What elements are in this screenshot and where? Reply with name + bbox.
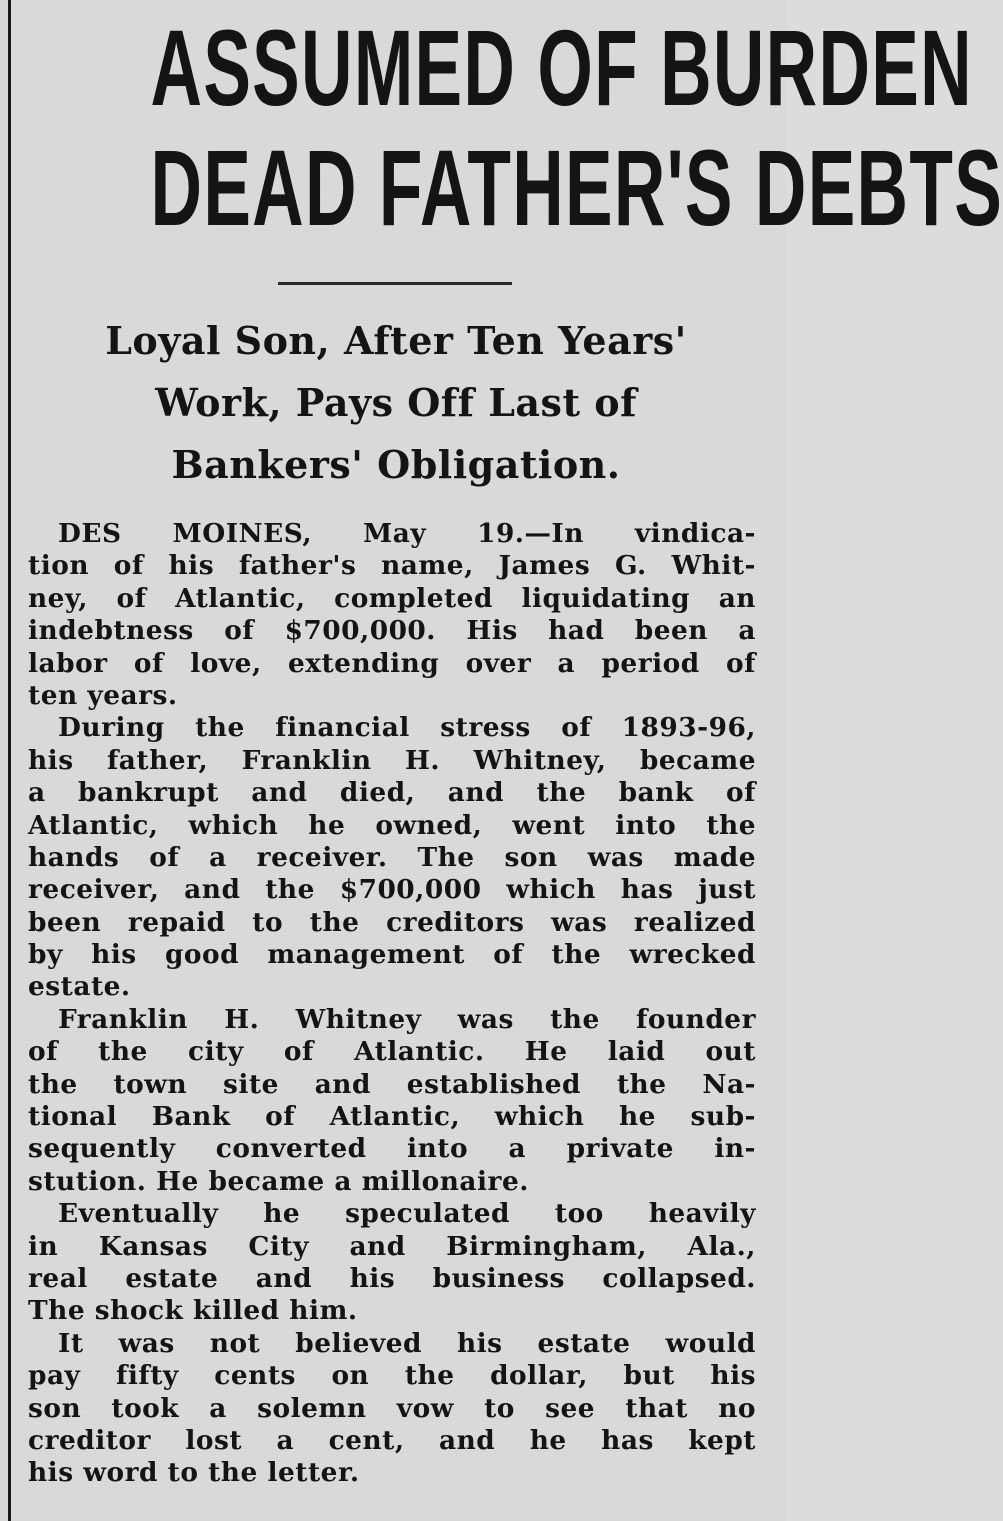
article-line: stution. He became a millonaire. xyxy=(28,1165,529,1197)
article-line: by his good management of the wrecked xyxy=(28,939,756,971)
headline-line-2: DEAD FATHER'S DEBTS xyxy=(150,127,1003,248)
article-line: hands of a receiver. The son was made xyxy=(28,841,756,873)
article-line: in Kansas City and Birmingham, Ala., xyxy=(28,1230,756,1262)
article-line: the town site and established the Na- xyxy=(28,1068,756,1100)
article-line: real estate and his business collapsed. xyxy=(28,1262,756,1294)
headline-divider xyxy=(278,282,512,285)
article-line: a bankrupt and died, and the bank of xyxy=(28,777,756,809)
article-line: pay fifty cents on the dollar, but his xyxy=(28,1360,756,1392)
article-line: his father, Franklin H. Whitney, became xyxy=(28,744,756,776)
article-body xyxy=(28,518,756,1490)
article-line: of the city of Atlantic. He laid out xyxy=(28,1036,756,1068)
article-line: indebtness of $700,000. His had been a xyxy=(28,615,756,647)
headline xyxy=(150,7,1003,248)
headline-line-1: ASSUMED OF BURDEN xyxy=(150,7,973,128)
subheadline-line-3: Bankers' Obligation. xyxy=(171,442,621,487)
article-line: tion of his father's name, James G. Whit- xyxy=(28,550,756,582)
article-line: ney, of Atlantic, completed liquidating an xyxy=(28,582,756,614)
article-line: During the financial stress of 1893-96, xyxy=(58,712,756,744)
article-line: Atlantic, which he owned, went into the xyxy=(28,809,756,841)
article-line: tional Bank of Atlantic, which he sub- xyxy=(28,1101,756,1133)
article-line: receiver, and the $700,000 which has just xyxy=(28,874,756,906)
article-line: labor of love, extending over a period of xyxy=(28,647,756,679)
article-line: Eventually he speculated too heavily xyxy=(58,1198,756,1230)
article-line: son took a solemn vow to see that no xyxy=(28,1392,756,1424)
article-line: creditor lost a cent, and he has kept xyxy=(28,1424,756,1456)
article-line: DES MOINES, May 19.—In vindica- xyxy=(58,518,756,549)
article-line: sequently converted into a private in- xyxy=(28,1133,756,1165)
article-line: Franklin H. Whitney was the founder xyxy=(58,1003,756,1035)
article-line: It was not believed his estate would xyxy=(58,1327,756,1359)
subheadline-line-1: Loyal Son, After Ten Years' xyxy=(105,318,687,363)
article-line: The shock killed him. xyxy=(28,1295,358,1327)
article-line: his word to the letter. xyxy=(28,1457,360,1489)
subheadline xyxy=(26,310,766,496)
article-line: been repaid to the creditors was realized xyxy=(28,906,756,938)
subheadline-line-2: Work, Pays Off Last of xyxy=(155,380,637,425)
article-line: estate. xyxy=(28,971,131,1003)
column-rule xyxy=(8,0,11,1521)
article-line: ten years. xyxy=(28,679,178,711)
